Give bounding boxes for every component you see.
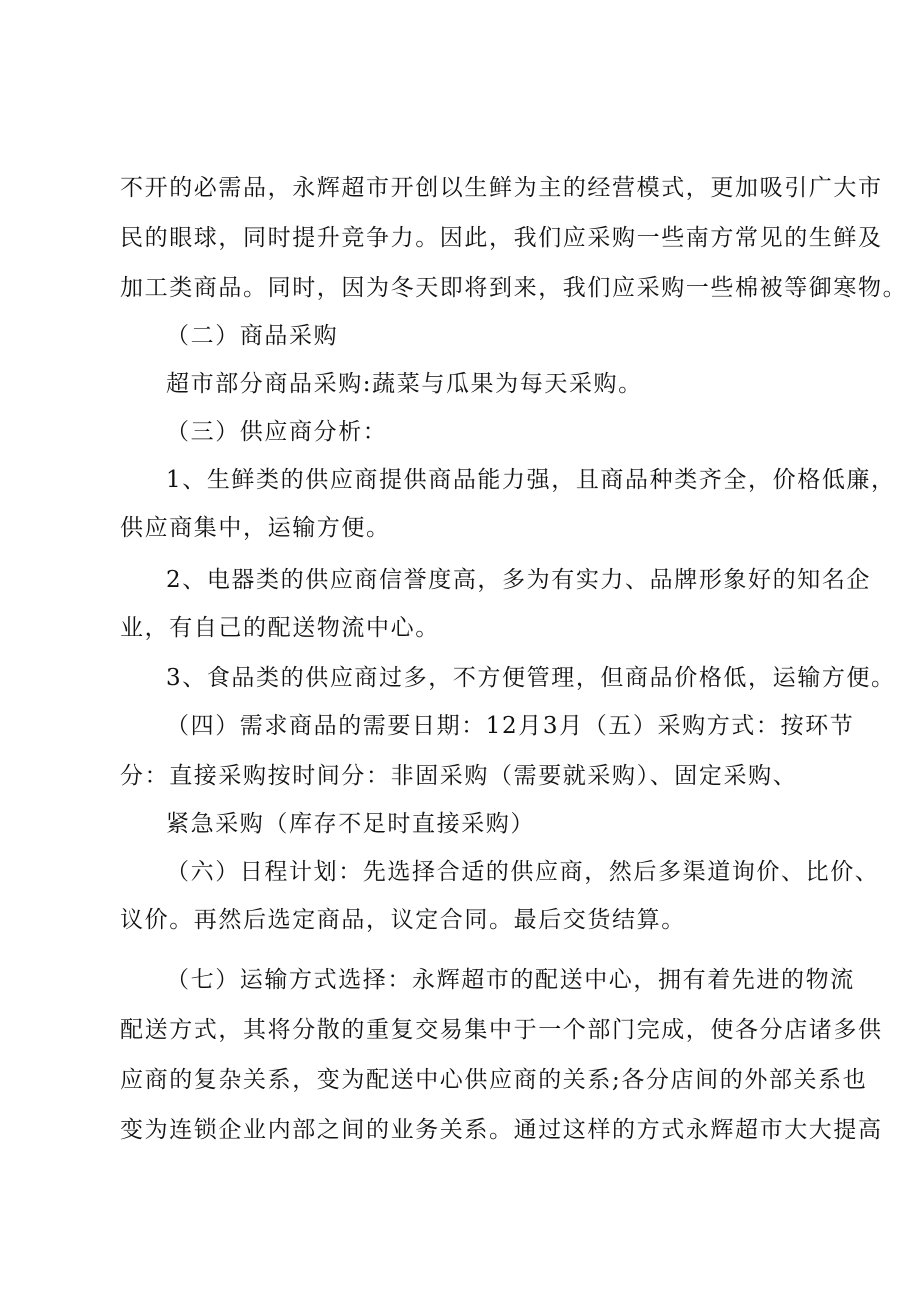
paragraph-line: 应商的复杂关系，变为配送中心供应商的关系;各分店间的外部关系也 <box>120 1067 868 1093</box>
section-heading-7: （七）运输方式选择：永辉超市的配送中心，拥有着先进的物流 <box>166 967 855 993</box>
paragraph-line: 加工类商品。同时，因为冬天即将到来，我们应采购一些棉被等御寒物。 <box>120 275 908 301</box>
list-item-2: 2、电器类的供应商信誉度高，多为有实力、品牌形象好的知名企 <box>166 567 872 593</box>
section-heading-2: （二）商品采购 <box>166 323 339 349</box>
paragraph-line: 分：直接采购按时间分：非固采购（需要就采购）、固定采购、 <box>120 763 798 789</box>
paragraph-line: 民的眼球，同时提升竞争力。因此，我们应采购一些南方常见的生鲜及 <box>120 225 883 251</box>
section-heading-4: （四）需求商品的需要日期：12月3月（五）采购方式：按环节 <box>166 713 855 739</box>
paragraph-line: 供应商集中，运输方便。 <box>120 515 391 541</box>
paragraph-line: 变为连锁企业内部之间的业务关系。通过这样的方式永辉超市大大提高 <box>120 1117 883 1143</box>
paragraph-line: 议价。再然后选定商品，议定合同。最后交货结算。 <box>120 907 686 933</box>
paragraph-line: 业，有自己的配送物流中心。 <box>120 615 440 641</box>
paragraph-line: 配送方式，其将分散的重复交易集中于一个部门完成，使各分店诸多供 <box>120 1017 883 1043</box>
paragraph-line: 紧急采购（库存不足时直接采购） <box>166 811 535 837</box>
paragraph-line: 不开的必需品，永辉超市开创以生鲜为主的经营模式，更加吸引广大市 <box>120 175 883 201</box>
section-heading-6: （六）日程计划：先选择合适的供应商，然后多渠道询价、比价、 <box>166 859 880 885</box>
section-heading-3: （三）供应商分析： <box>166 419 388 445</box>
paragraph-line: 超市部分商品采购:蔬菜与瓜果为每天采购。 <box>166 371 643 397</box>
list-item-1: 1、生鲜类的供应商提供商品能力强，且商品种类齐全，价格低廉， <box>166 467 896 493</box>
list-item-3: 3、食品类的供应商过多，不方便管理，但商品价格低，运输方便。 <box>166 665 896 691</box>
